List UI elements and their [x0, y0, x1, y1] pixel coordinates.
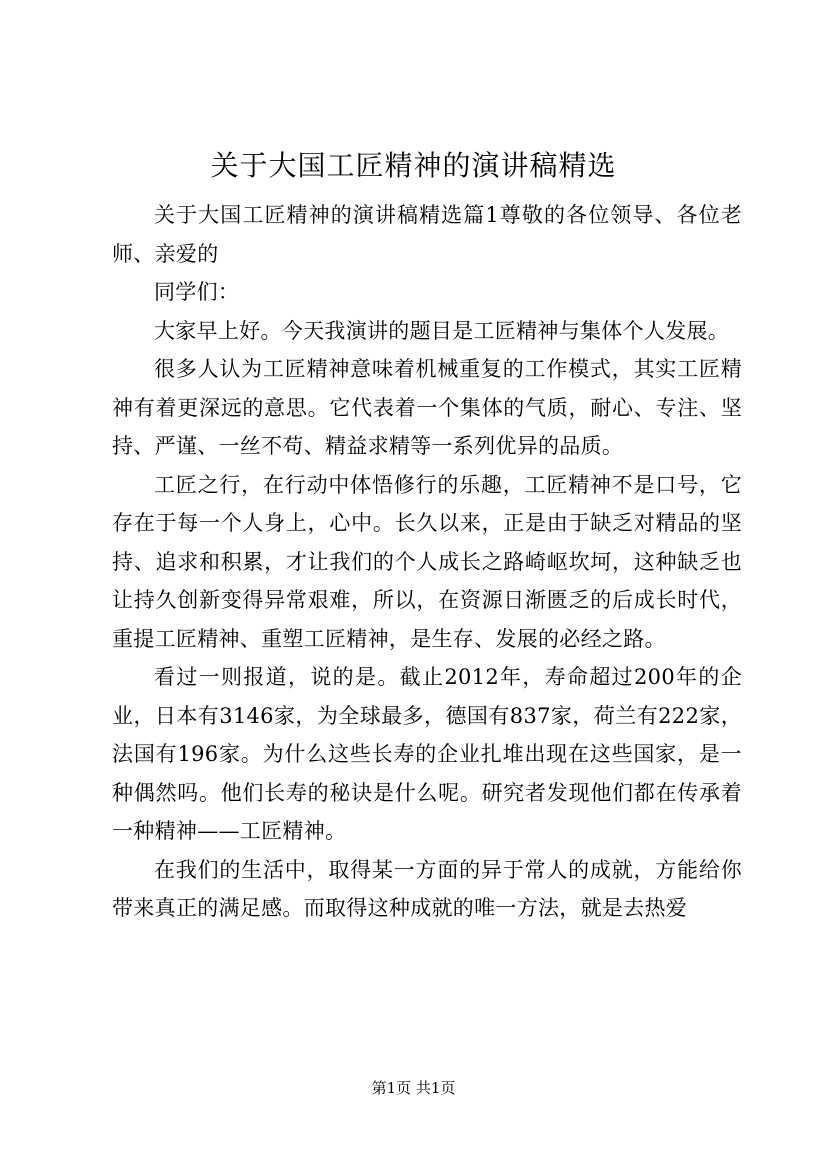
document-body [112, 196, 742, 928]
paragraph: 大家早上好。今天我演讲的题目是工匠精神与集体个人发展。 [154, 318, 730, 343]
paragraph: 在我们的生活中，取得某一方面的异于常人的成就，方能给你带来真正的满足感。而取得这种成就的唯一方法，就是去热爱 [112, 857, 742, 920]
paragraph: 工匠之行，在行动中体悟修行的乐趣，工匠精神不是口号，它存在于每一个人身上，心中。长久以来，正是由于缺乏对精品的坚持、追求和积累，才让我们的个人成长之路崎岖坎坷，这种缺乏也让持久创新变得异常艰难，所以，在资源日渐匮乏的后成长时代，重提工匠精神、重塑工匠精神，是生存、发展的必经之路。 [112, 472, 742, 651]
document-title: 关于大国工匠精神的演讲稿精选 [210, 149, 617, 182]
paragraph: 同学们： [154, 280, 240, 304]
page-footer: 第1页 共1页 [371, 1079, 456, 1097]
paragraph: 关于大国工匠精神的演讲稿精选篇1尊敬的各位领导、各位老师、亲爱的 [112, 203, 742, 266]
paragraph: 看过一则报道，说的是。截止2012年，寿命超过200年的企业，日本有3146家，为全球最多，德国有837家，荷兰有222家，法国有196家。为什么这些长寿的企业扎堆出现在这些国家，是一种偶然吗。他们长寿的秘诀是什么呢。研究者发现他们都在传承着一种精神——工匠精神。 [112, 665, 742, 843]
paragraph: 很多人认为工匠精神意味着机械重复的工作模式，其实工匠精神有着更深远的意思。它代表着一个集体的气质，耐心、专注、坚持、严谨、一丝不苟、精益求精等一系列优异的品质。 [112, 357, 742, 458]
